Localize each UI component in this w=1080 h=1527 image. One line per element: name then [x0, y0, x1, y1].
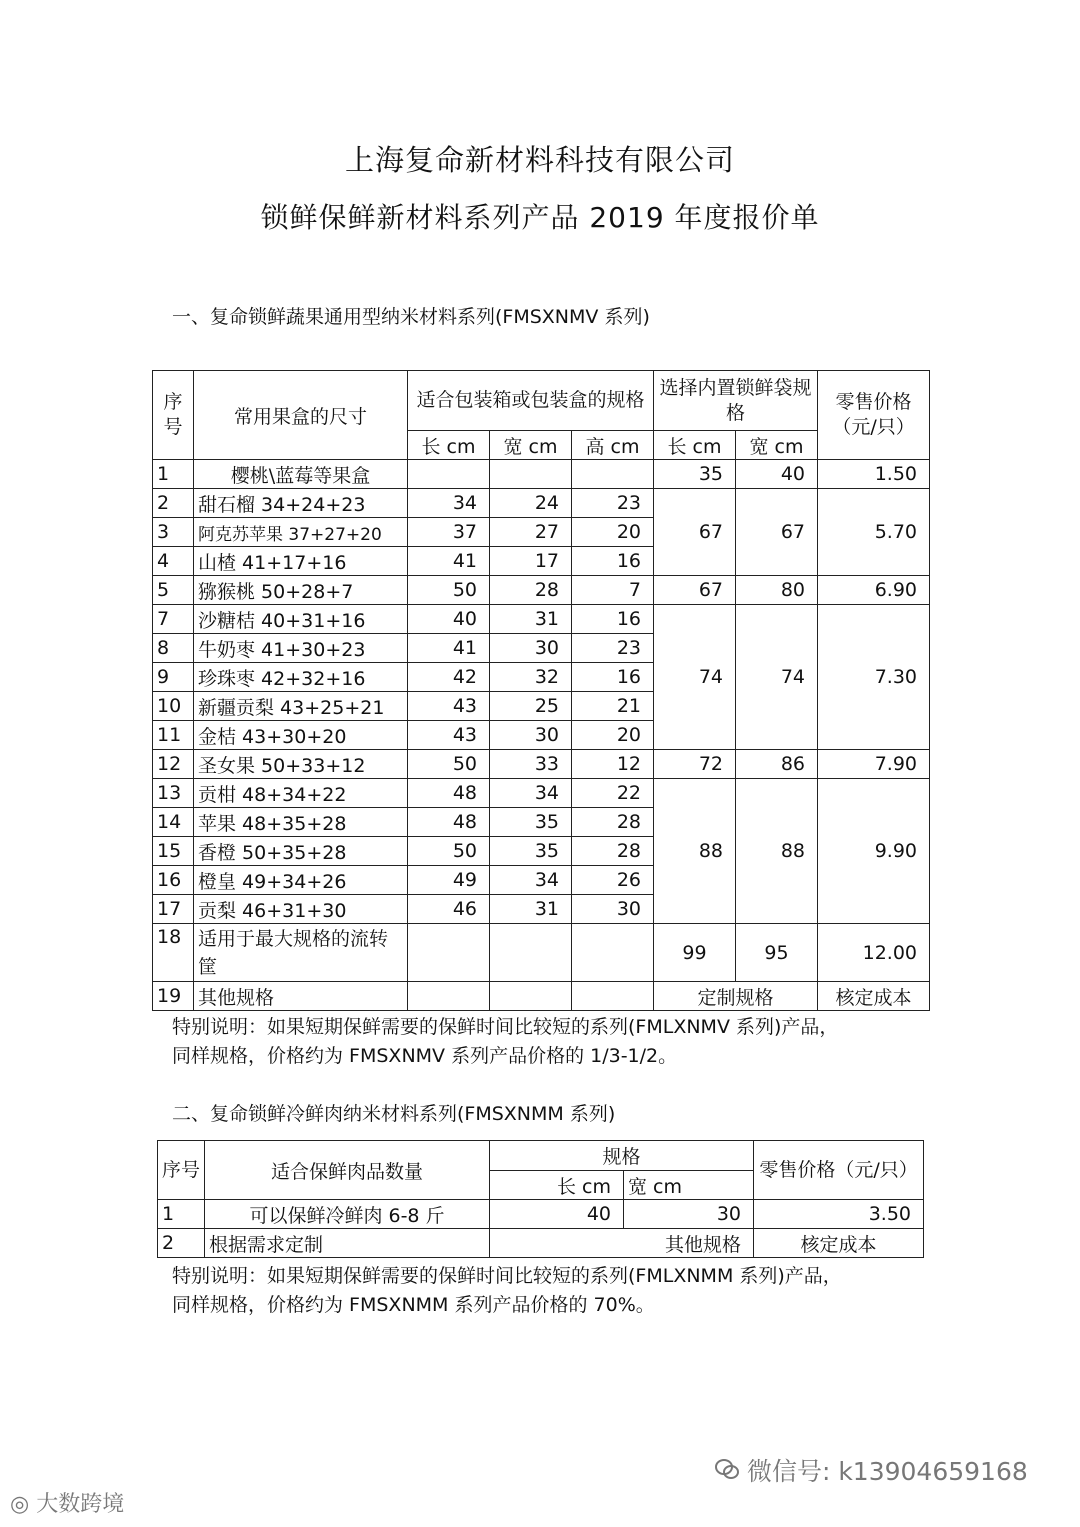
bag-width: 88: [736, 779, 818, 924]
row-length: 50: [408, 576, 490, 605]
row-length: 48: [408, 808, 490, 837]
bag-length: 35: [654, 460, 736, 489]
row-name: 珍珠枣 42+32+16: [194, 663, 408, 692]
table-row: [153, 982, 930, 1011]
row-width: 24: [490, 489, 572, 518]
bag-length: 67: [654, 576, 736, 605]
price: 9.90: [818, 779, 930, 924]
row-width: 27: [490, 518, 572, 547]
row-seq: 13: [153, 779, 194, 808]
header-qty: 适合保鲜肉品数量: [205, 1141, 490, 1200]
row-width: 17: [490, 547, 572, 576]
row-height: 12: [572, 750, 654, 779]
row-width: 30: [624, 1200, 754, 1229]
row-name: 香橙 50+35+28: [194, 837, 408, 866]
row-qty: 可以保鲜冷鲜肉 6-8 斤: [205, 1200, 490, 1229]
row-price: 3.50: [754, 1200, 924, 1229]
header-bag-width: 宽 cm: [736, 431, 818, 460]
header-seq: 序号: [153, 371, 194, 460]
price: 核定成本: [818, 982, 930, 1011]
row-height: 30: [572, 895, 654, 924]
header-seq: 序号: [158, 1141, 205, 1200]
row-seq: 2: [158, 1229, 205, 1258]
note-line: 特别说明：如果短期保鲜需要的保鲜时间比较短的系列(FMLXNMM 系列)产品，: [172, 1265, 842, 1287]
bag-length: 67: [654, 489, 736, 576]
row-seq: 1: [158, 1200, 205, 1229]
header-bag-length: 长 cm: [654, 431, 736, 460]
row-height: 7: [572, 576, 654, 605]
header-size: 常用果盒的尺寸: [194, 371, 408, 460]
row-qty: 根据需求定制: [205, 1229, 490, 1258]
bag-width: 80: [736, 576, 818, 605]
bag-length: 99: [654, 924, 736, 982]
row-width: 32: [490, 663, 572, 692]
header-width: 宽 cm: [624, 1171, 754, 1200]
row-length: [408, 460, 490, 489]
row-width: 31: [490, 605, 572, 634]
row-name: 甜石榴 34+24+23: [194, 489, 408, 518]
row-length: 43: [408, 692, 490, 721]
row-name: 适用于最大规格的流转筐: [194, 924, 408, 982]
row-custom: 其他规格: [490, 1229, 754, 1258]
table-row: [153, 779, 930, 808]
row-name: 圣女果 50+33+12: [194, 750, 408, 779]
row-height: [572, 460, 654, 489]
table-row: [158, 1229, 924, 1258]
row-seq: 7: [153, 605, 194, 634]
row-length: 34: [408, 489, 490, 518]
wechat-icon: [715, 1457, 739, 1486]
row-seq: 8: [153, 634, 194, 663]
row-name: 沙糖桔 40+31+16: [194, 605, 408, 634]
row-width: 34: [490, 866, 572, 895]
row-name: 牛奶枣 41+30+23: [194, 634, 408, 663]
row-name: 其他规格: [194, 982, 408, 1011]
row-seq: 3: [153, 518, 194, 547]
table-row: [153, 750, 930, 779]
price: 6.90: [818, 576, 930, 605]
row-length: [408, 982, 490, 1011]
row-length: 40: [408, 605, 490, 634]
row-width: 31: [490, 895, 572, 924]
row-name: 樱桃\蓝莓等果盒: [194, 460, 408, 489]
row-seq: 12: [153, 750, 194, 779]
meat-price-table: [157, 1140, 924, 1258]
watermark-left: [10, 1487, 124, 1518]
row-width: 30: [490, 721, 572, 750]
section1-heading: 一、复命锁鲜蔬果通用型纳米材料系列(FMSXNMV 系列): [172, 306, 650, 328]
row-width: [490, 460, 572, 489]
header-height: 高 cm: [572, 431, 654, 460]
note-line: 特别说明：如果短期保鲜需要的保鲜时间比较短的系列(FMLXNMV 系列)产品，: [172, 1016, 839, 1038]
row-length: 42: [408, 663, 490, 692]
row-length: 50: [408, 837, 490, 866]
row-name: 橙皇 49+34+26: [194, 866, 408, 895]
bag-length: 72: [654, 750, 736, 779]
table-row: [153, 605, 930, 634]
row-name: 阿克苏苹果 37+27+20: [194, 518, 408, 547]
row-name: 贡柑 48+34+22: [194, 779, 408, 808]
row-width: 25: [490, 692, 572, 721]
header-length: 长 cm: [408, 431, 490, 460]
row-length: 41: [408, 547, 490, 576]
row-height: 16: [572, 547, 654, 576]
watermark-left-text: 大数跨境: [36, 1492, 125, 1517]
row-length: [408, 924, 490, 982]
row-seq: 15: [153, 837, 194, 866]
row-seq: 18: [153, 924, 194, 982]
row-seq: 5: [153, 576, 194, 605]
row-length: 46: [408, 895, 490, 924]
row-seq: 17: [153, 895, 194, 924]
row-width: [490, 924, 572, 982]
row-width: 35: [490, 837, 572, 866]
row-name: 苹果 48+35+28: [194, 808, 408, 837]
bag-width: 74: [736, 605, 818, 750]
section1-note: [172, 1013, 838, 1071]
row-length: 40: [490, 1200, 624, 1229]
fruit-price-table: [152, 370, 930, 1011]
row-length: 37: [408, 518, 490, 547]
row-height: 28: [572, 808, 654, 837]
row-length: 50: [408, 750, 490, 779]
row-name: 猕猴桃 50+28+7: [194, 576, 408, 605]
note-line: 同样规格，价格约为 FMSXNMV 系列产品价格的 1/3-1/2。: [172, 1045, 678, 1067]
row-height: 16: [572, 663, 654, 692]
row-seq: 14: [153, 808, 194, 837]
header-box-spec: 适合包装箱或包装盒的规格: [408, 371, 654, 431]
table-row: [153, 489, 930, 518]
table-row: [153, 924, 930, 982]
row-height: [572, 982, 654, 1011]
row-height: 23: [572, 489, 654, 518]
row-seq: 11: [153, 721, 194, 750]
row-height: 26: [572, 866, 654, 895]
row-height: 16: [572, 605, 654, 634]
watermark-right: [715, 1452, 1028, 1488]
row-height: 20: [572, 721, 654, 750]
row-seq: 1: [153, 460, 194, 489]
bag-length: 88: [654, 779, 736, 924]
section2-heading: 二、复命锁鲜冷鲜肉纳米材料系列(FMSXNMM 系列): [172, 1103, 616, 1125]
table-row: [153, 460, 930, 489]
row-name: 贡梨 46+31+30: [194, 895, 408, 924]
row-height: [572, 924, 654, 982]
row-name: 金桔 43+30+20: [194, 721, 408, 750]
row-width: [490, 982, 572, 1011]
row-width: 33: [490, 750, 572, 779]
row-seq: 16: [153, 866, 194, 895]
row-seq: 10: [153, 692, 194, 721]
row-price: 核定成本: [754, 1229, 924, 1258]
row-length: 41: [408, 634, 490, 663]
watermark-right-text: 微信号: k13904659168: [746, 1457, 1028, 1486]
header-spec: 规格: [490, 1141, 754, 1171]
watermark-logo-icon: ◎: [10, 1492, 30, 1517]
row-length: 43: [408, 721, 490, 750]
row-length: 49: [408, 866, 490, 895]
price: 7.30: [818, 605, 930, 750]
bag-custom: 定制规格: [654, 982, 818, 1011]
row-name: 山楂 41+17+16: [194, 547, 408, 576]
price: 5.70: [818, 489, 930, 576]
row-width: 35: [490, 808, 572, 837]
header-bag-spec: 选择内置锁鲜袋规格: [654, 371, 818, 431]
price: 1.50: [818, 460, 930, 489]
table-row: [153, 576, 930, 605]
bag-width: 86: [736, 750, 818, 779]
row-width: 30: [490, 634, 572, 663]
bag-length: 74: [654, 605, 736, 750]
header-price: 零售价格（元/只）: [754, 1141, 924, 1200]
header-length: 长 cm: [490, 1171, 624, 1200]
company-name: 上海复命新材料科技有限公司: [344, 143, 735, 177]
row-width: 28: [490, 576, 572, 605]
header-price: 零售价格（元/只）: [818, 371, 930, 460]
price: 7.90: [818, 750, 930, 779]
row-seq: 19: [153, 982, 194, 1011]
row-seq: 4: [153, 547, 194, 576]
section2-note: [172, 1262, 842, 1320]
row-name: 新疆贡梨 43+25+21: [194, 692, 408, 721]
price: 12.00: [818, 924, 930, 982]
row-width: 34: [490, 779, 572, 808]
table-row: [158, 1200, 924, 1229]
row-seq: 9: [153, 663, 194, 692]
bag-width: 67: [736, 489, 818, 576]
row-height: 22: [572, 779, 654, 808]
bag-width: 40: [736, 460, 818, 489]
header-width: 宽 cm: [490, 431, 572, 460]
document-title: 锁鲜保鲜新材料系列产品 2019 年度报价单: [260, 201, 820, 234]
row-height: 21: [572, 692, 654, 721]
row-length: 48: [408, 779, 490, 808]
row-height: 23: [572, 634, 654, 663]
row-height: 20: [572, 518, 654, 547]
row-height: 28: [572, 837, 654, 866]
row-seq: 2: [153, 489, 194, 518]
bag-width: 95: [736, 924, 818, 982]
note-line: 同样规格，价格约为 FMSXNMM 系列产品价格的 70%。: [172, 1294, 655, 1316]
